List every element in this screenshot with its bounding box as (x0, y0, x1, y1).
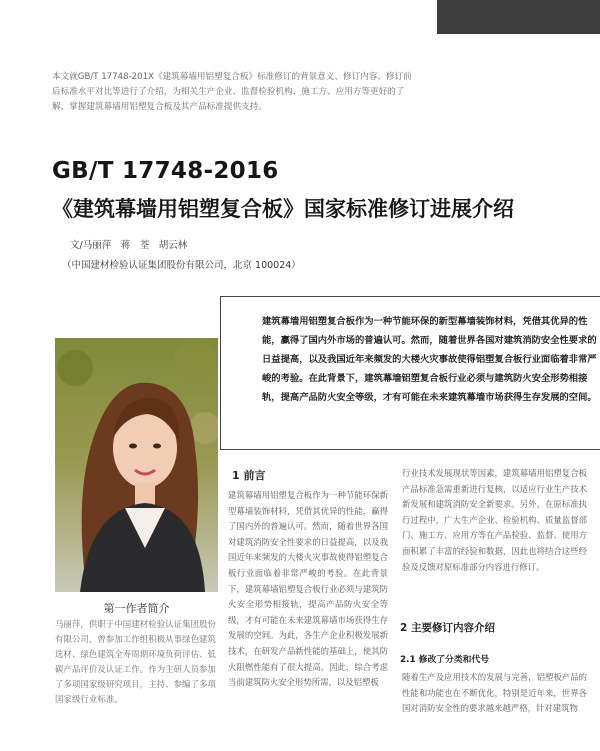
abstract: 本文就GB/T 17748-201X《建筑幕墙用铝塑复合板》标准修订的背景意义、修订内容、修订前后标准水平对比等进行了介绍，为相关生产企业、监督检验机构、施工方、应用方等更好的了解、掌握建筑幕墙用铝塑复合板及其产品标准提供支持。 (52, 72, 412, 112)
section-1-heading: 1 前言 (232, 469, 266, 482)
section-1-text-left: 建筑幕墙用铝塑复合板作为一种节能环保新型幕墙装饰材料，凭借其优异的性能，赢得了国内外的普遍认可。然而，随着世界各国对建筑消防安全性要求的日益提高，以及我国近年来频发的大楼火灾事故使得铝塑复合板行业面临着非常严峻的考验。在此背景下，建筑幕墙铝塑复合板行业必须与建筑防火安全形势相接轨，提高产品防火安全等级，才有可能在未来建筑幕墙市场获得生存发展的空间。为此，各生产企业积极发展新技术，在研发产品新性能的基础上，使其防火阻燃性能有了很大提高。因此，综合考虑当前建筑防火安全形势所需，以及铝塑板 (228, 490, 388, 688)
bio-title: 第一作者简介 (103, 602, 170, 615)
section-2-1-text: 随着生产及应用技术的发展与完善，铝塑板产品的性能和功能也在不断优化，特别是近年来，世界各国对消防安全性的要求越来越严格，针对建筑物 (402, 672, 587, 714)
title-standard-number: GB/T 17748-2016 (52, 158, 279, 184)
section-2-heading: 2 主要修订内容介绍 (400, 622, 495, 634)
affiliation: （中国建材检验认证集团股份有限公司，北京 100024） (62, 260, 301, 271)
page-corner-tab (437, 0, 600, 34)
bio-text: 马丽萍，供职于中国建材检验认证集团股份有限公司，曾参加工作组积极从事绿色建筑选材、绿色建筑全寿周期环境负荷评估、低碳产品评价及认证工作。作为主研人员参加了多项国家级研究项目，主持、参编了多项国家级行业标准。 (55, 619, 217, 704)
section-2-1-heading: 2.1 修改了分类和代号 (400, 655, 490, 665)
authors: 文/马丽萍 蒋 荃 胡云林 (70, 240, 188, 251)
section-1-text-right: 行业技术发展现状等因素，建筑幕墙用铝塑复合板产品标准急需重新进行复核，以适应行业生产技术新发展和建筑消防安全新要求。另外，在原标准执行过程中，广大生产企业、检验机构、质量监督部门、施工方、应用方等在产品检验、监督、使用方面积累了丰富的经验和数据，因此也将结合这些经验及反馈对原标准部分内容进行修订。 (402, 468, 587, 572)
title-standard-name: 《建筑幕墙用铝塑复合板》国家标准修订进展介绍 (52, 197, 514, 221)
summary-text: 建筑幕墙用铝塑复合板作为一种节能环保的新型幕墙装饰材料，凭借其优异的性能，赢得了国内外市场的普遍认可。然而，随着世界各国对建筑消防安全性要求的日益提高，以及我国近年来频发的大楼火灾事故使得铝塑复合板行业面临着非常严峻的考验。在此背景下，建筑幕墙铝塑复合板行业必须与建筑防火安全形势相接轨，提高产品防火安全等级，才有可能在未来建筑幕墙市场获得生存发展的空间。 (262, 316, 597, 403)
author-photo (55, 338, 218, 592)
